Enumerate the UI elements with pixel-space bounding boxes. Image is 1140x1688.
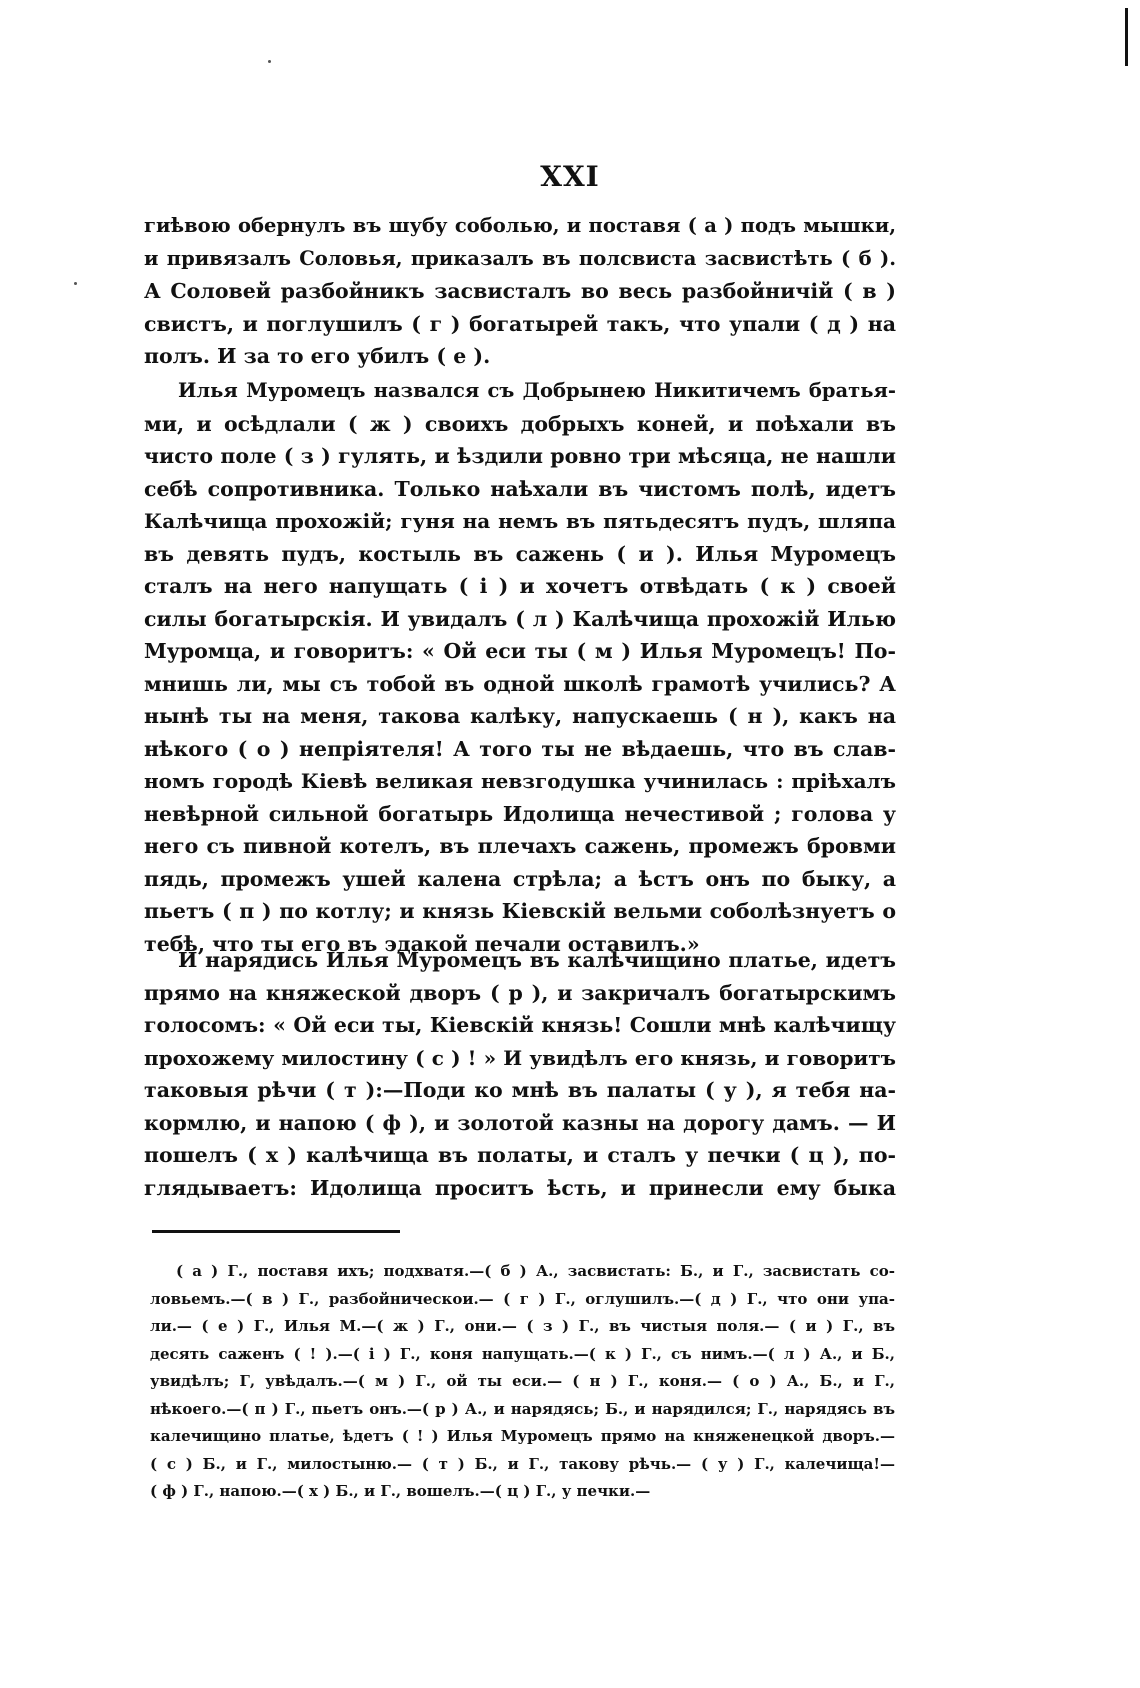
text-line: нѣкого ( о ) непріятеля! А того ты не вѣдаешь, что въ слав- (144, 736, 896, 761)
footnote-separator (152, 1230, 400, 1233)
footnote-line: ловьемъ.—( в ) Г., разбойническои.— ( г ) Г., оглушилъ.—( д ) Г., что они упа- (150, 1289, 895, 1308)
text-line: силы богатырскія. И увидалъ ( л ) Калѣчища прохожій Илью (144, 606, 896, 631)
footnote-line: ( ф ) Г., напою.—( х ) Б., и Г., вошелъ.—( ц ) Г., у печки.— (150, 1482, 651, 1500)
text-line: номъ городѣ Кіевѣ великая невзгодушка учинилась : пріѣхалъ (144, 769, 896, 793)
text-line: А Соловей разбойникъ засвисталъ во весь разбойничій ( в ) (144, 279, 896, 303)
paragraph-1 (144, 210, 896, 373)
footnote-line: нѣкоего.—( п ) Г., пьетъ онъ.—( р ) А., и нарядясь; Б., и нарядился; Г., нарядясь въ (150, 1399, 895, 1418)
text-line: него съ пивной котелъ, въ плечахъ сажень, промежъ бровми (144, 834, 896, 858)
scan-speck (268, 60, 271, 63)
text-line: полъ. И за то его убилъ ( е ). (144, 344, 491, 368)
scan-speck (74, 282, 77, 285)
footnote-line: десять саженъ ( ! ).—( і ) Г., коня напущать.—( к ) Г., съ нимъ.—( л ) А., и Б., (150, 1344, 895, 1363)
footnote-line: увидѣлъ; Г, увѣдалъ.—( м ) Г., ой ты еси.— ( н ) Г., коня.— ( о ) А., Б., и Г., (150, 1372, 895, 1390)
text-line: себѣ сопротивника. Только наѣхали въ чистомъ полѣ, идетъ (144, 476, 896, 501)
text-line: въ девять пудъ, костыль въ сажень ( и ). Илья Муромецъ (144, 541, 896, 566)
footnotes (150, 1258, 895, 1506)
text-line: Калѣчища прохожій; гуня на немъ въ пятьдесятъ пудъ, шляпа (144, 509, 896, 533)
text-line: свистъ, и поглушилъ ( г ) богатырей такъ, что упали ( д ) на (144, 311, 896, 336)
footnote-line: ли.— ( е ) Г., Илья М.—( ж ) Г., они.— ( з ) Г., въ чистыя поля.— ( и ) Г., въ (150, 1317, 895, 1335)
text-line: тебѣ, что ты его въ эдакой печали оставилъ.» (144, 931, 700, 956)
text-line: И нарядись Илья Муромецъ въ калѣчищино платье, идетъ (178, 948, 896, 972)
text-line: невѣрной сильной богатырь Идолища нечестивой ; голова у (144, 801, 896, 826)
text-line: голосомъ: « Ой еси ты, Кіевскій князь! Сошли мнѣ калѣчищу (144, 1013, 896, 1037)
paragraph-2 (144, 375, 896, 960)
text-line: пошелъ ( х ) калѣчища въ полаты, и сталъ у печки ( ц ), по- (144, 1143, 896, 1167)
text-line: мнишь ли, мы съ тобой въ одной школѣ грамотѣ учились? А (144, 671, 896, 696)
text-line: прямо на княжеской дворъ ( р ), и закричалъ богатырскимъ (144, 980, 896, 1005)
text-line: таковыя рѣчи ( т ):—Поди ко мнѣ въ палаты ( у ), я тебя на- (144, 1078, 896, 1102)
footnote-line: калечищино платье, ѣдетъ ( ! ) Илья Муромецъ прямо на княженецкой дворъ.— (150, 1427, 895, 1445)
text-line: прохожему милостину ( с ) ! » И увидѣлъ его князь, и говоритъ (144, 1045, 896, 1070)
text-line: ми, и осѣдлали ( ж ) своихъ добрыхъ коней, и поѣхали въ (144, 411, 896, 436)
text-line: Илья Муромецъ назвался съ Добрынею Никитичемъ братья- (178, 379, 896, 402)
text-line: глядываетъ: Идолища проситъ ѣсть, и принесли ему быка (144, 1175, 896, 1200)
text-line: пядь, промежъ ушей калена стрѣла; а ѣстъ онъ по быку, а (144, 866, 896, 891)
text-line: чисто поле ( з ) гулять, и ѣздили ровно три мѣсяца, не нашли (144, 444, 896, 468)
text-line: нынѣ ты на меня, такова калѣку, напускаешь ( н ), какъ на (144, 704, 896, 728)
footnote-line: ( а ) Г., поставя ихъ; подхватя.—( б ) А., засвистать: Б., и Г., засвистать со- (176, 1262, 895, 1280)
text-line: Муромца, и говоритъ: « Ой еси ты ( м ) Илья Муромецъ! По- (144, 639, 896, 663)
text-line: кормлю, и напою ( ф ), и золотой казны на дорогу дамъ. — И (144, 1110, 896, 1135)
scan-edge-mark (1125, 8, 1128, 66)
text-line: сталъ на него напущать ( і ) и хочетъ отвѣдать ( к ) своей (144, 574, 896, 598)
footnote-line: ( с ) Б., и Г., милостыню.— ( т ) Б., и Г., такову рѣчь.— ( у ) Г., калечища!— (150, 1454, 895, 1473)
text-line: гиѣвою обернулъ въ шубу соболью, и поставя ( а ) подъ мышки, (144, 214, 896, 237)
text-line: и привязалъ Соловья, приказалъ въ полсвиста засвистѣть ( б ). (144, 246, 896, 270)
page-number: XXI (540, 160, 600, 193)
text-line: пьетъ ( п ) по котлу; и князь Кіевскій вельми соболѣзнуетъ о (144, 899, 896, 923)
paragraph-3 (144, 944, 896, 1204)
